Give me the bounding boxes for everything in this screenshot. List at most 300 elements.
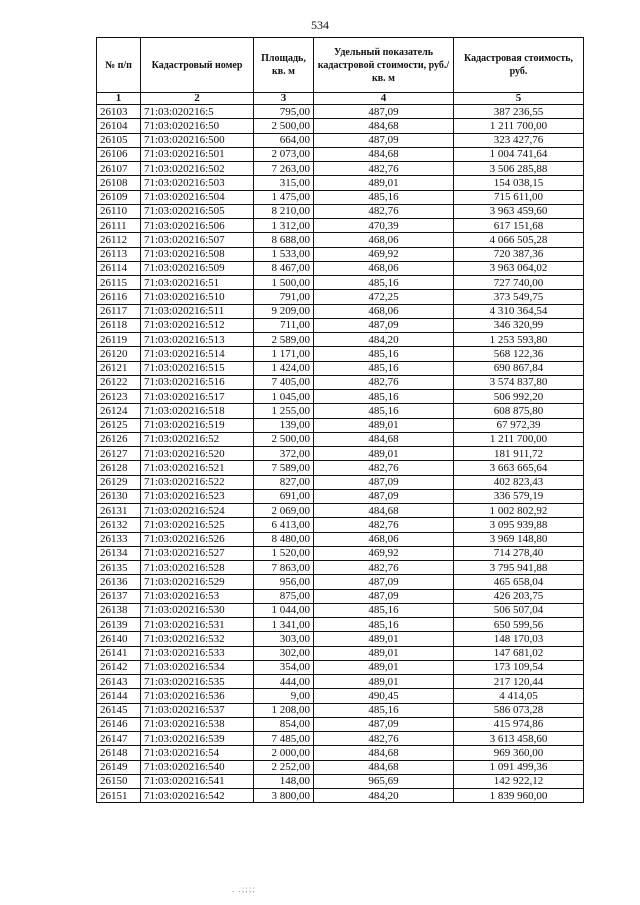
cadastral-number: 71:03:020216:505	[141, 204, 254, 218]
table-row	[97, 147, 584, 161]
area-value: 1 255,00	[254, 404, 314, 418]
cadastral-number: 71:03:020216:528	[141, 561, 254, 575]
table-row	[97, 119, 584, 133]
rate-value: 489,01	[314, 675, 454, 689]
cost-value: 727 740,00	[454, 276, 584, 290]
cost-value: 346 320,99	[454, 318, 584, 332]
cadastral-number: 71:03:020216:530	[141, 603, 254, 617]
cost-value: 323 427,76	[454, 133, 584, 147]
cadastral-number: 71:03:020216:518	[141, 404, 254, 418]
rate-value: 485,16	[314, 276, 454, 290]
column-number-row	[97, 93, 584, 105]
table-row	[97, 675, 584, 689]
column-number: 4	[314, 93, 454, 105]
cadastral-number: 71:03:020216:525	[141, 518, 254, 532]
cadastral-number: 71:03:020216:52	[141, 432, 254, 446]
rate-value: 468,06	[314, 233, 454, 247]
area-value: 1 520,00	[254, 546, 314, 560]
rate-value: 485,16	[314, 404, 454, 418]
cost-value: 586 073,28	[454, 703, 584, 717]
cadastral-number: 71:03:020216:533	[141, 646, 254, 660]
row-number: 26113	[97, 247, 141, 261]
area-value: 1 312,00	[254, 219, 314, 233]
cost-value: 402 823,43	[454, 475, 584, 489]
cost-value: 617 151,68	[454, 219, 584, 233]
cost-value: 3 095 939,88	[454, 518, 584, 532]
cost-value: 3 663 665,64	[454, 461, 584, 475]
row-number: 26105	[97, 133, 141, 147]
area-value: 1 208,00	[254, 703, 314, 717]
cost-value: 715 611,00	[454, 190, 584, 204]
rate-value: 468,06	[314, 304, 454, 318]
row-number: 26140	[97, 632, 141, 646]
rate-value: 487,09	[314, 318, 454, 332]
row-number: 26114	[97, 261, 141, 275]
rate-value: 489,01	[314, 660, 454, 674]
rate-value: 470,39	[314, 219, 454, 233]
column-number: 5	[454, 93, 584, 105]
area-value: 8 688,00	[254, 233, 314, 247]
area-value: 7 589,00	[254, 461, 314, 475]
cadastral-number: 71:03:020216:527	[141, 546, 254, 560]
cadastral-number: 71:03:020216:517	[141, 390, 254, 404]
row-number: 26145	[97, 703, 141, 717]
area-value: 9,00	[254, 689, 314, 703]
row-number: 26106	[97, 147, 141, 161]
cadastral-number: 71:03:020216:506	[141, 219, 254, 233]
rate-value: 482,76	[314, 375, 454, 389]
rate-value: 484,68	[314, 504, 454, 518]
table-row	[97, 204, 584, 218]
row-number: 26130	[97, 489, 141, 503]
rate-value: 482,76	[314, 732, 454, 746]
table-row	[97, 618, 584, 632]
cost-value: 426 203,75	[454, 589, 584, 603]
area-value: 1 533,00	[254, 247, 314, 261]
row-number: 26112	[97, 233, 141, 247]
row-number: 26141	[97, 646, 141, 660]
table-row	[97, 789, 584, 803]
cost-value: 4 414,05	[454, 689, 584, 703]
cost-value: 1 839 960,00	[454, 789, 584, 803]
row-number: 26144	[97, 689, 141, 703]
row-number: 26121	[97, 361, 141, 375]
cost-value: 3 969 148,80	[454, 532, 584, 546]
cost-value: 3 963 459,60	[454, 204, 584, 218]
cost-value: 720 387,36	[454, 247, 584, 261]
cadastral-number: 71:03:020216:514	[141, 347, 254, 361]
table-row	[97, 646, 584, 660]
row-number: 26143	[97, 675, 141, 689]
cost-value: 415 974,86	[454, 717, 584, 731]
table-row	[97, 589, 584, 603]
cost-value: 1 211 700,00	[454, 119, 584, 133]
area-value: 2 500,00	[254, 432, 314, 446]
cadastral-number: 71:03:020216:516	[141, 375, 254, 389]
cadastral-table	[96, 37, 584, 803]
table-row	[97, 760, 584, 774]
area-value: 139,00	[254, 418, 314, 432]
row-number: 26142	[97, 660, 141, 674]
area-value: 315,00	[254, 176, 314, 190]
row-number: 26133	[97, 532, 141, 546]
rate-value: 487,09	[314, 589, 454, 603]
cost-value: 142 922,12	[454, 774, 584, 788]
cadastral-number: 71:03:020216:503	[141, 176, 254, 190]
rate-value: 485,16	[314, 347, 454, 361]
row-number: 26115	[97, 276, 141, 290]
table-row	[97, 133, 584, 147]
area-value: 7 263,00	[254, 162, 314, 176]
area-value: 7 863,00	[254, 561, 314, 575]
rate-value: 472,25	[314, 290, 454, 304]
header-cost: Кадастровая стоимость, руб.	[454, 38, 584, 93]
column-number: 3	[254, 93, 314, 105]
table-row	[97, 261, 584, 275]
row-number: 26107	[97, 162, 141, 176]
area-value: 711,00	[254, 318, 314, 332]
table-row	[97, 290, 584, 304]
area-value: 1 424,00	[254, 361, 314, 375]
table-row	[97, 447, 584, 461]
cadastral-number: 71:03:020216:538	[141, 717, 254, 731]
cadastral-number: 71:03:020216:53	[141, 589, 254, 603]
cost-value: 147 681,02	[454, 646, 584, 660]
column-number: 1	[97, 93, 141, 105]
table-row	[97, 162, 584, 176]
table-row	[97, 603, 584, 617]
cost-value: 1 004 741,64	[454, 147, 584, 161]
row-number: 26126	[97, 432, 141, 446]
rate-value: 485,16	[314, 190, 454, 204]
table-row	[97, 489, 584, 503]
column-number: 2	[141, 93, 254, 105]
cost-value: 387 236,55	[454, 105, 584, 119]
row-number: 26149	[97, 760, 141, 774]
table-row	[97, 304, 584, 318]
cost-value: 217 120,44	[454, 675, 584, 689]
cost-value: 969 360,00	[454, 746, 584, 760]
area-value: 302,00	[254, 646, 314, 660]
cadastral-number: 71:03:020216:520	[141, 447, 254, 461]
area-value: 795,00	[254, 105, 314, 119]
table-row	[97, 703, 584, 717]
cost-value: 3 795 941,88	[454, 561, 584, 575]
table-row	[97, 546, 584, 560]
cost-value: 1 091 499,36	[454, 760, 584, 774]
table-row	[97, 461, 584, 475]
row-number: 26134	[97, 546, 141, 560]
area-value: 2 073,00	[254, 147, 314, 161]
table-row	[97, 219, 584, 233]
area-value: 354,00	[254, 660, 314, 674]
cadastral-number: 71:03:020216:509	[141, 261, 254, 275]
table-row	[97, 746, 584, 760]
row-number: 26104	[97, 119, 141, 133]
cadastral-number: 71:03:020216:501	[141, 147, 254, 161]
table-row	[97, 689, 584, 703]
row-number: 26117	[97, 304, 141, 318]
area-value: 3 800,00	[254, 789, 314, 803]
row-number: 26146	[97, 717, 141, 731]
table-row	[97, 176, 584, 190]
header-rate: Удельный показатель кадастровой стоимости, руб./кв. м	[314, 38, 454, 93]
rate-value: 490,45	[314, 689, 454, 703]
area-value: 1 500,00	[254, 276, 314, 290]
row-number: 26128	[97, 461, 141, 475]
cost-value: 1 211 700,00	[454, 432, 584, 446]
table-row	[97, 233, 584, 247]
table-row	[97, 333, 584, 347]
cadastral-number: 71:03:020216:519	[141, 418, 254, 432]
cadastral-number: 71:03:020216:504	[141, 190, 254, 204]
rate-value: 489,01	[314, 646, 454, 660]
cadastral-number: 71:03:020216:508	[141, 247, 254, 261]
cadastral-number: 71:03:020216:51	[141, 276, 254, 290]
table-header-row	[97, 38, 584, 93]
rate-value: 485,16	[314, 361, 454, 375]
cost-value: 4 066 505,28	[454, 233, 584, 247]
table-row	[97, 504, 584, 518]
table-row	[97, 632, 584, 646]
row-number: 26109	[97, 190, 141, 204]
cadastral-number: 71:03:020216:512	[141, 318, 254, 332]
cost-value: 690 867,84	[454, 361, 584, 375]
rate-value: 487,09	[314, 105, 454, 119]
cadastral-number: 71:03:020216:510	[141, 290, 254, 304]
area-value: 303,00	[254, 632, 314, 646]
rate-value: 485,16	[314, 603, 454, 617]
area-value: 1 045,00	[254, 390, 314, 404]
cadastral-number: 71:03:020216:524	[141, 504, 254, 518]
cost-value: 3 574 837,80	[454, 375, 584, 389]
row-number: 26132	[97, 518, 141, 532]
area-value: 7 405,00	[254, 375, 314, 389]
row-number: 26138	[97, 603, 141, 617]
cadastral-number: 71:03:020216:536	[141, 689, 254, 703]
area-value: 2 589,00	[254, 333, 314, 347]
table-row	[97, 375, 584, 389]
area-value: 2 069,00	[254, 504, 314, 518]
cadastral-number: 71:03:020216:542	[141, 789, 254, 803]
row-number: 26119	[97, 333, 141, 347]
cost-value: 1 253 593,80	[454, 333, 584, 347]
rate-value: 489,01	[314, 632, 454, 646]
cost-value: 67 972,39	[454, 418, 584, 432]
rate-value: 482,76	[314, 204, 454, 218]
cadastral-number: 71:03:020216:500	[141, 133, 254, 147]
area-value: 827,00	[254, 475, 314, 489]
area-value: 7 485,00	[254, 732, 314, 746]
rate-value: 484,68	[314, 119, 454, 133]
area-value: 664,00	[254, 133, 314, 147]
row-number: 26110	[97, 204, 141, 218]
cadastral-number: 71:03:020216:511	[141, 304, 254, 318]
cadastral-number: 71:03:020216:531	[141, 618, 254, 632]
table-row	[97, 361, 584, 375]
rate-value: 965,69	[314, 774, 454, 788]
cost-value: 3 506 285,88	[454, 162, 584, 176]
rate-value: 485,16	[314, 390, 454, 404]
cost-value: 506 507,04	[454, 603, 584, 617]
row-number: 26150	[97, 774, 141, 788]
row-number: 26111	[97, 219, 141, 233]
table-row	[97, 105, 584, 119]
table-row	[97, 390, 584, 404]
area-value: 9 209,00	[254, 304, 314, 318]
cost-value: 3 613 458,60	[454, 732, 584, 746]
row-number: 26148	[97, 746, 141, 760]
rate-value: 484,68	[314, 746, 454, 760]
area-value: 1 044,00	[254, 603, 314, 617]
cost-value: 506 992,20	[454, 390, 584, 404]
rate-value: 482,76	[314, 561, 454, 575]
rate-value: 484,20	[314, 789, 454, 803]
table-row	[97, 532, 584, 546]
row-number: 26139	[97, 618, 141, 632]
rate-value: 484,68	[314, 432, 454, 446]
area-value: 8 480,00	[254, 532, 314, 546]
area-value: 956,00	[254, 575, 314, 589]
rate-value: 484,20	[314, 333, 454, 347]
row-number: 26129	[97, 475, 141, 489]
row-number: 26125	[97, 418, 141, 432]
table-row	[97, 432, 584, 446]
row-number: 26124	[97, 404, 141, 418]
row-number: 26137	[97, 589, 141, 603]
cost-value: 154 038,15	[454, 176, 584, 190]
table-row	[97, 347, 584, 361]
area-value: 691,00	[254, 489, 314, 503]
area-value: 875,00	[254, 589, 314, 603]
area-value: 8 210,00	[254, 204, 314, 218]
cost-value: 373 549,75	[454, 290, 584, 304]
row-number: 26122	[97, 375, 141, 389]
rate-value: 484,68	[314, 147, 454, 161]
cost-value: 173 109,54	[454, 660, 584, 674]
area-value: 1 341,00	[254, 618, 314, 632]
row-number: 26103	[97, 105, 141, 119]
cadastral-number: 71:03:020216:537	[141, 703, 254, 717]
row-number: 26123	[97, 390, 141, 404]
rate-value: 469,92	[314, 546, 454, 560]
cadastral-number: 71:03:020216:507	[141, 233, 254, 247]
row-number: 26147	[97, 732, 141, 746]
cost-value: 650 599,56	[454, 618, 584, 632]
header-area: Площадь, кв. м	[254, 38, 314, 93]
row-number: 26151	[97, 789, 141, 803]
rate-value: 487,09	[314, 717, 454, 731]
rate-value: 485,16	[314, 703, 454, 717]
rate-value: 484,68	[314, 760, 454, 774]
header-num: № п/п	[97, 38, 141, 93]
table-row	[97, 404, 584, 418]
table-row	[97, 418, 584, 432]
area-value: 2 252,00	[254, 760, 314, 774]
cadastral-number: 71:03:020216:532	[141, 632, 254, 646]
rate-value: 489,01	[314, 447, 454, 461]
area-value: 1 475,00	[254, 190, 314, 204]
rate-value: 487,09	[314, 489, 454, 503]
cadastral-number: 71:03:020216:502	[141, 162, 254, 176]
cadastral-number: 71:03:020216:521	[141, 461, 254, 475]
area-value: 148,00	[254, 774, 314, 788]
cadastral-number: 71:03:020216:529	[141, 575, 254, 589]
table-row	[97, 247, 584, 261]
rate-value: 487,09	[314, 575, 454, 589]
area-value: 1 171,00	[254, 347, 314, 361]
table-row	[97, 190, 584, 204]
row-number: 26131	[97, 504, 141, 518]
cost-value: 336 579,19	[454, 489, 584, 503]
table-row	[97, 660, 584, 674]
rate-value: 489,01	[314, 418, 454, 432]
cadastral-number: 71:03:020216:5	[141, 105, 254, 119]
area-value: 444,00	[254, 675, 314, 689]
rate-value: 485,16	[314, 618, 454, 632]
rate-value: 468,06	[314, 261, 454, 275]
cadastral-number: 71:03:020216:535	[141, 675, 254, 689]
area-value: 6 413,00	[254, 518, 314, 532]
cadastral-number: 71:03:020216:513	[141, 333, 254, 347]
cost-value: 608 875,80	[454, 404, 584, 418]
header-cadastral-number: Кадастровый номер	[141, 38, 254, 93]
area-value: 791,00	[254, 290, 314, 304]
table-row	[97, 561, 584, 575]
row-number: 26127	[97, 447, 141, 461]
cost-value: 148 170,03	[454, 632, 584, 646]
rate-value: 482,76	[314, 518, 454, 532]
area-value: 854,00	[254, 717, 314, 731]
table-row	[97, 774, 584, 788]
rate-value: 468,06	[314, 532, 454, 546]
cost-value: 568 122,36	[454, 347, 584, 361]
table-row	[97, 717, 584, 731]
cost-value: 3 963 064,02	[454, 261, 584, 275]
area-value: 8 467,00	[254, 261, 314, 275]
cadastral-number: 71:03:020216:54	[141, 746, 254, 760]
area-value: 2 000,00	[254, 746, 314, 760]
area-value: 2 500,00	[254, 119, 314, 133]
cost-value: 1 002 802,92	[454, 504, 584, 518]
row-number: 26136	[97, 575, 141, 589]
row-number: 26118	[97, 318, 141, 332]
cadastral-number: 71:03:020216:522	[141, 475, 254, 489]
page-number: 534	[311, 18, 329, 32]
cadastral-number: 71:03:020216:526	[141, 532, 254, 546]
cost-value: 181 911,72	[454, 447, 584, 461]
cadastral-number: 71:03:020216:539	[141, 732, 254, 746]
rate-value: 487,09	[314, 133, 454, 147]
cadastral-number: 71:03:020216:523	[141, 489, 254, 503]
row-number: 26116	[97, 290, 141, 304]
row-number: 26108	[97, 176, 141, 190]
row-number: 26135	[97, 561, 141, 575]
table-row	[97, 518, 584, 532]
table-row	[97, 732, 584, 746]
cadastral-number: 71:03:020216:540	[141, 760, 254, 774]
footer-mark: . .;;;;	[232, 884, 256, 894]
area-value: 372,00	[254, 447, 314, 461]
cadastral-number: 71:03:020216:541	[141, 774, 254, 788]
cost-value: 465 658,04	[454, 575, 584, 589]
cadastral-number: 71:03:020216:534	[141, 660, 254, 674]
table-row	[97, 575, 584, 589]
rate-value: 482,76	[314, 461, 454, 475]
rate-value: 489,01	[314, 176, 454, 190]
cost-value: 714 278,40	[454, 546, 584, 560]
cadastral-number: 71:03:020216:50	[141, 119, 254, 133]
